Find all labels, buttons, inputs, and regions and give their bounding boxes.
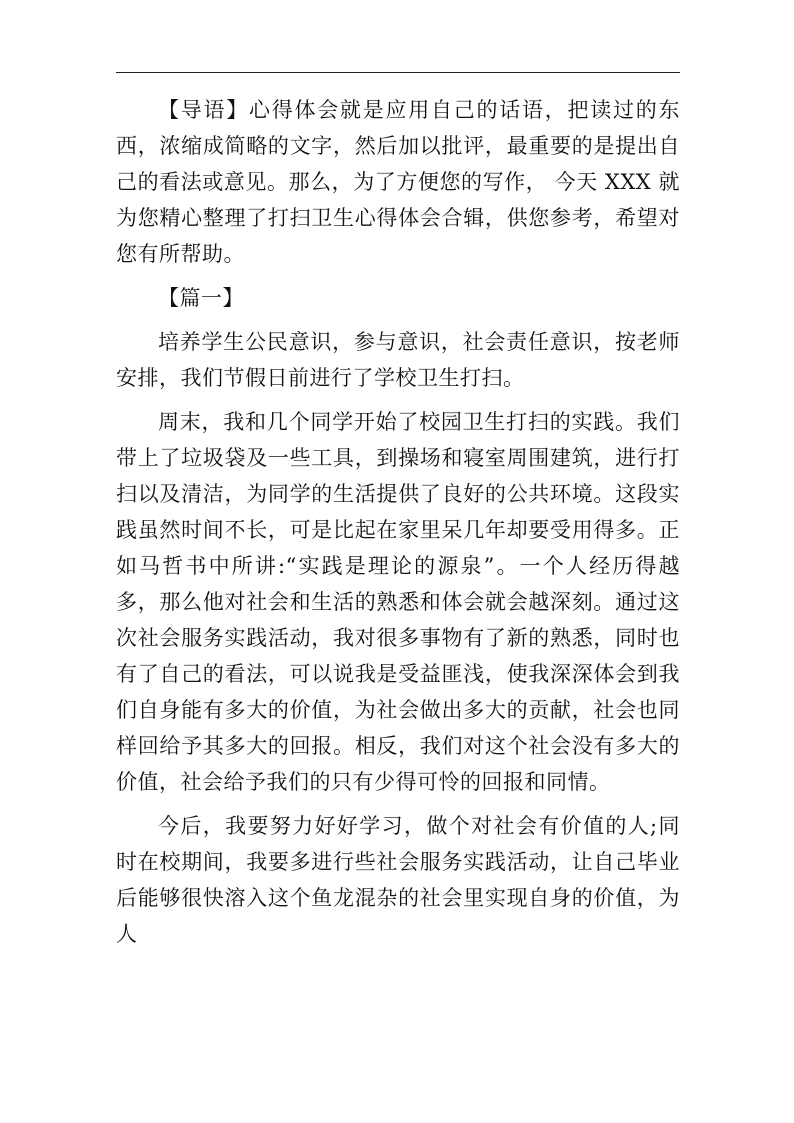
body-paragraph: 培养学生公民意识，参与意识，社会责任意识，按老师安排，我们节假日前进行了学校卫生打扫。 — [116, 330, 680, 390]
intro-paragraph: 【导语】心得体会就是应用自己的话语，把读过的东西，浓缩成简略的文字，然后加以批评，最重要的是提出自己的看法或意见。那么，为了方便您的写作， 今天 XXX 就为您精心整理了打扫卫生心得体会合辑，供您参考，希望对您有所帮助。 — [116, 98, 680, 266]
body-paragraph: 周末，我和几个同学开始了校园卫生打扫的实践。我们带上了垃圾袋及一些工具，到操场和寝室周围建筑，进行打扫以及清洁，为同学的生活提供了良好的公共环境。这段实践虽然时间不长，可是比起在家里呆几年却要受用得多。正如马哲书中所讲:“实践是理论的源泉”。一个人经历得越多，那么他对社会和生活的熟悉和体会就会越深刻。通过这次社会服务实践活动，我对很多事物有了新的熟悉，同时也有了自己的看法，可以说我是受益匪浅，使我深深体会到我们自身能有多大的价值，为社会做出多大的贡献，社会也同样回给予其多大的回报。相反，我们对这个社会没有多大的价值，社会给予我们的只有少得可怜的回报和同情。 — [116, 410, 680, 794]
body-paragraph: 今后，我要努力好好学习，做个对社会有价值的人;同时在校期间，我要多进行些社会服务实践活动，让自己毕业后能够很快溶入这个鱼龙混杂的社会里实现自身的价值，为人 — [116, 814, 680, 946]
section-heading: 【篇一】 — [158, 286, 244, 310]
header-rule — [116, 72, 680, 73]
document-body — [116, 92, 680, 952]
